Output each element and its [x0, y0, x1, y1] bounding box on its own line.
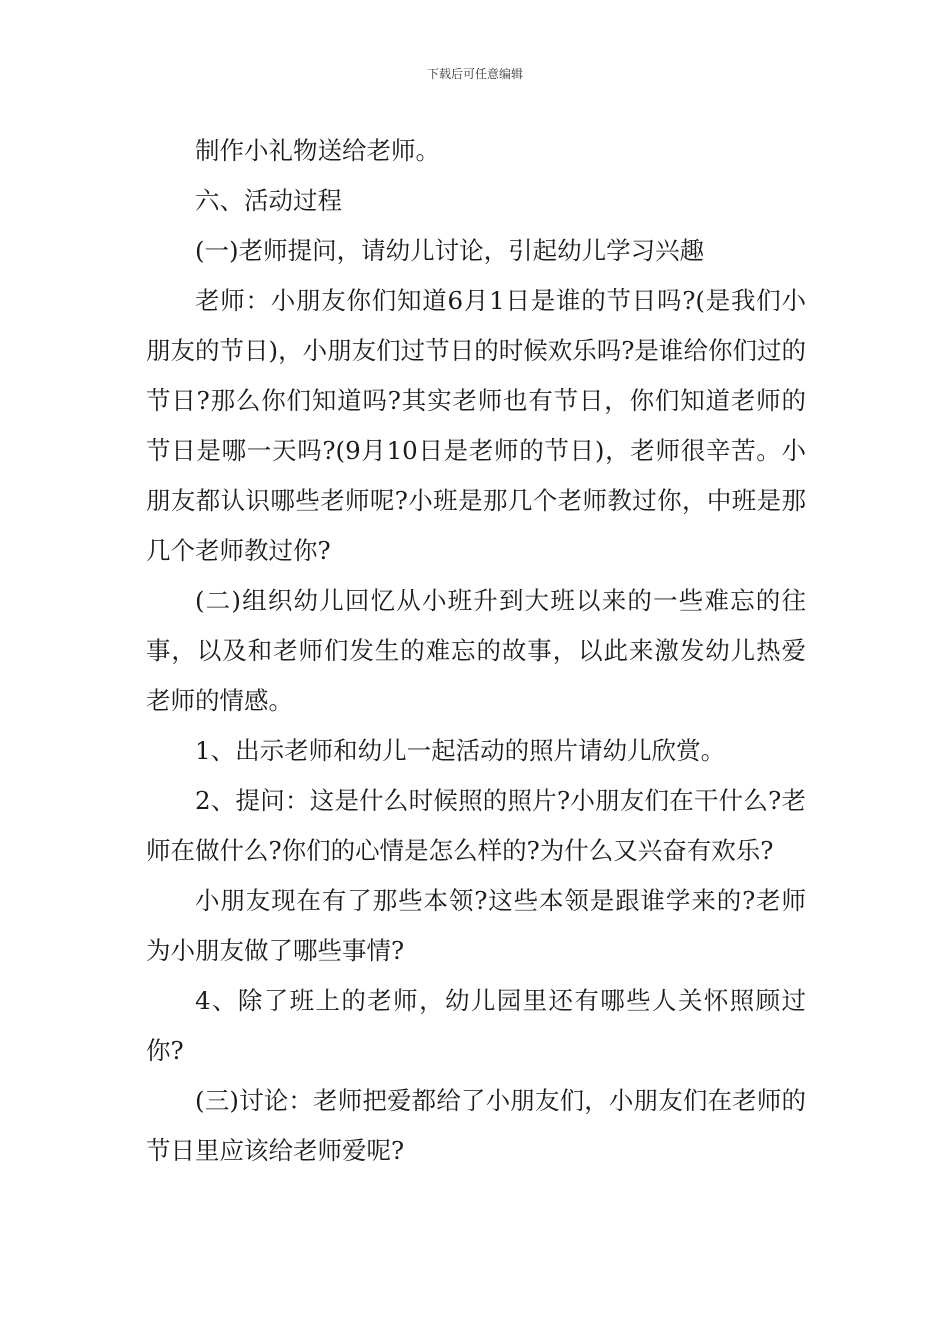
paragraph-teacher-dialogue: 老师：小朋友你们知道6月1日是谁的节日吗?(是我们小朋友的节日)，小朋友们过节日的时候欢乐吗?是谁给你们过的节日?那么你们知道吗?其实老师也有节日，你们知道老师的节日是哪一天吗?(9月10日是老师的节日)，老师很辛苦。小朋友都认识哪些老师呢?小班是那几个老师教过你，中班是那几个老师教过你? [146, 286, 806, 565]
subheading-recall-memories: (二)组织幼儿回忆从小班升到大班以来的一些难忘的往事，以及和老师们发生的难忘的故事，以此来激发幼儿热爱老师的情感。 [146, 586, 806, 715]
document-body [146, 126, 806, 1176]
list-item-ask-questions: 2、提问：这是什么时候照的照片?小朋友们在干什么?老师在做什么?你们的心情是怎么样的?为什么又兴奋有欢乐? [146, 786, 806, 865]
subheading-discussion: (三)讨论：老师把爱都给了小朋友们，小朋友们在老师的节日里应该给老师爱呢? [146, 1086, 806, 1165]
paragraph-skills-question: 小朋友现在有了那些本领?这些本领是跟谁学来的?老师为小朋友做了哪些事情? [146, 886, 806, 965]
section-heading-activity-process: 六、活动过程 [195, 186, 342, 215]
paragraph-intro-gift: 制作小礼物送给老师。 [195, 136, 440, 165]
list-item-other-staff: 4、除了班上的老师，幼儿园里还有哪些人关怀照顾过你? [146, 986, 806, 1065]
subheading-teacher-question: (一)老师提问，请幼儿讨论，引起幼儿学习兴趣 [195, 236, 705, 265]
header-note: 下载后可任意编辑 [426, 67, 523, 81]
list-item-show-photos: 1、出示老师和幼儿一起活动的照片请幼儿欣赏。 [195, 736, 726, 765]
